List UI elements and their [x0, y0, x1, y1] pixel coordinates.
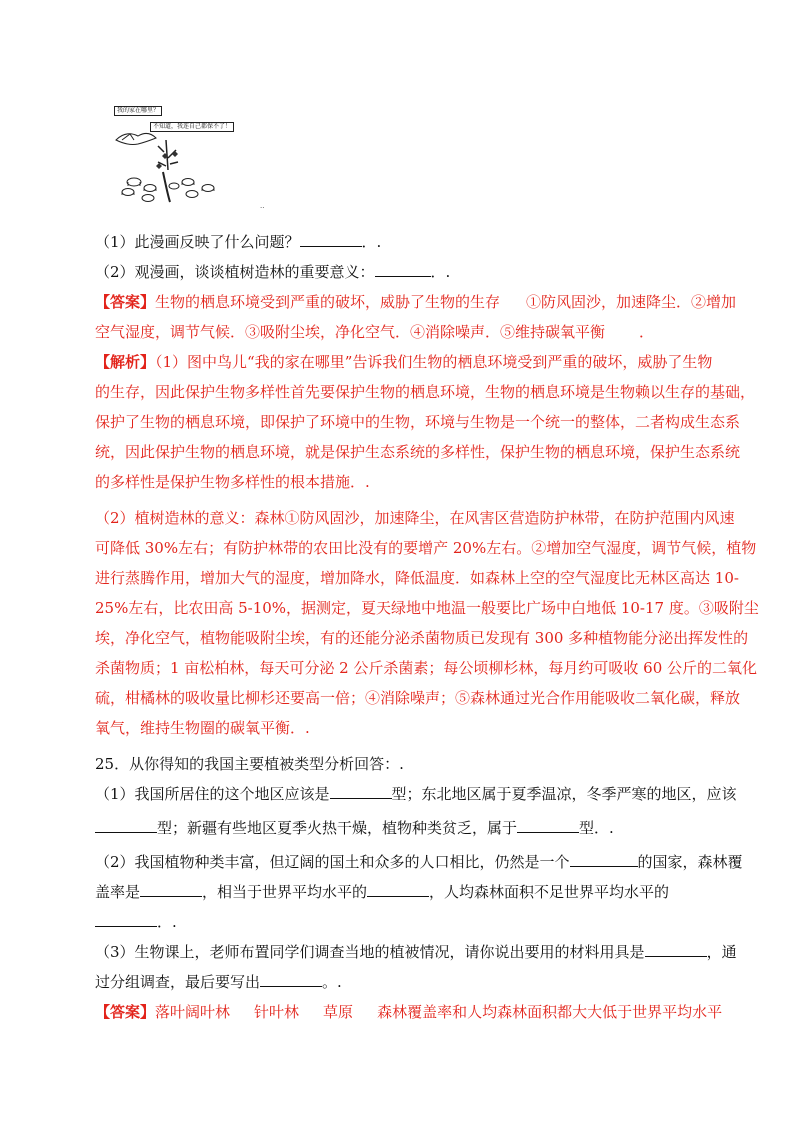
question-text: ，通 [706, 943, 737, 961]
answer-item: 针叶林 [254, 1003, 300, 1021]
answer-blank [645, 942, 707, 957]
analysis-line: 杀菌物质；1 亩松柏林，每天可分泌 2 公斤杀菌素；每公顷柳杉林，每月约可吸收 60 公斤的二氧化 [95, 659, 758, 677]
question-text: ，人均森林面积不足世界平均水平的 [429, 883, 670, 901]
answer-blank [570, 852, 638, 867]
question-25-part-2-end [95, 912, 177, 932]
answer-blank [300, 232, 362, 247]
analysis-line: 硫，柑橘林的吸收量比柳杉还要高一倍；④消除噪声；⑤森林通过光合作用能吸收二氧化碳，释放 [95, 689, 741, 707]
answer-line-1 [95, 292, 736, 312]
answer-tag: 【答案】 [95, 1003, 156, 1021]
speech-bubble-tree: 不知道，我连自己都保不了！ [150, 122, 234, 132]
answer-item: 草原 [323, 1003, 354, 1021]
analysis-line [95, 352, 712, 372]
question-text: （3）生物课上，老师布置同学们调查当地的植被情况，请你说出要用的材料用具是 [95, 943, 645, 961]
question-text: 的国家，森林覆 [637, 853, 743, 871]
answer-text: 生物的栖息环境受到严重的破坏，威胁了生物的生存 [155, 293, 501, 311]
answer-text: ①防风固沙，加速降尘．②增加 [526, 293, 737, 311]
question-25-part-3 [95, 942, 737, 962]
question-text: 型；东北地区属于夏季温凉，冬季严寒的地区，应该 [391, 785, 737, 803]
answer-blank [95, 818, 157, 833]
answer-blank [367, 882, 429, 897]
answer-tag: 【答案】 [95, 293, 156, 311]
answer-item: 森林覆盖率和人均森林面积都大大低于世界平均水平 [377, 1003, 723, 1021]
analysis-line: 进行蒸腾作用，增加大气的湿度，增加降水，降低温度．如森林上空的空气湿度比无林区高达 10- [95, 569, 739, 587]
answer-blank [330, 784, 392, 799]
question-text: （2）我国植物种类丰富，但辽阔的国土和众多的人口相比，仍然是一个 [95, 853, 570, 871]
question-1-tail: ．. [361, 233, 382, 251]
question-text: ，相当于世界平均水平的 [202, 883, 368, 901]
analysis-text: （1）图中鸟儿“我的家在哪里”告诉我们生物的栖息环境受到严重的破坏，威胁了生物 [155, 353, 713, 371]
answer-text: ． [639, 323, 655, 341]
analysis-line: 可降低 30%左右；有防护林带的农田比没有的要增产 20%左右。②增加空气湿度，调节气候，植物 [95, 539, 757, 557]
question-25-part-2-cont [95, 882, 669, 902]
question-text: 。. [322, 973, 342, 991]
answer-blank [95, 912, 157, 927]
answer-blank [260, 972, 322, 987]
question-25-part-1-cont [95, 818, 614, 838]
question-1-text: （1）此漫画反映了什么问题？ [95, 233, 300, 251]
question-25-part-2 [95, 852, 743, 872]
analysis-line: 氧气，维持生物圈的碳氧平衡．. [95, 719, 310, 737]
question-2 [95, 262, 450, 282]
analysis-line: （2）植树造林的意义：森林①防风固沙，加速降尘，在风害区营造防护林带，在防护范围内风速 [95, 509, 735, 527]
analysis-line: 统，因此保护生物的栖息环境，就是保护生态系统的多样性，保护生物的栖息环境，保护生态系统 [95, 443, 741, 461]
answer-item: 落叶阔叶林 [155, 1003, 231, 1021]
analysis-line: 保护了生物的栖息环境，即保护了环境中的生物，环境与生物是一个统一的整体，二者构成生态系 [95, 413, 741, 431]
question-text: ．. [157, 913, 177, 931]
question-text: 过分组调查，最后要写出 [95, 973, 261, 991]
question-text: 盖率是 [95, 883, 141, 901]
cartoon-illustration [108, 100, 258, 204]
analysis-tag: 【解析】 [95, 353, 156, 371]
analysis-line: 的生存，因此保护生物多样性首先要保护生物的栖息环境，生物的栖息环境是生物赖以生存的基础， [95, 383, 756, 401]
answer-line-2 [95, 322, 654, 342]
question-25-part-1 [95, 784, 737, 804]
analysis-line: 埃，净化空气，植物能吸附尘埃，有的还能分泌杀菌物质已发现有 300 多种植物能分泌出挥发性的 [95, 629, 749, 647]
question-text: 型．. [579, 819, 614, 837]
answer-blank [517, 818, 579, 833]
question-1 [95, 232, 381, 252]
question-text: （1）我国所居住的这个地区应该是 [95, 785, 330, 803]
answer-blank [140, 882, 202, 897]
speech-bubble-bird: 我的家在哪里？ [114, 106, 162, 116]
question-text: 型；新疆有些地区夏季火热干燥，植物种类贫乏，属于 [157, 819, 518, 837]
decorative-mark: .. [260, 202, 265, 210]
question-25-answer [95, 1002, 722, 1022]
question-25-part-3-cont [95, 972, 342, 992]
question-2-text: （2）观漫画，谈谈植树造林的重要意义： [95, 263, 375, 281]
analysis-line: 25%左右，比农田高 5-10%，据测定，夏天绿地中地温一般要比广场中白地低 10-17 度。③吸附尘 [95, 599, 759, 617]
question-2-tail: ．. [430, 263, 451, 281]
answer-blank [375, 262, 431, 277]
question-25-title: 25．从你得知的我国主要植被类型分析回答：. [95, 755, 404, 773]
answer-text: 空气湿度，调节气候．③吸附尘埃，净化空气．④消除噪声．⑤维持碳氧平衡 [95, 323, 606, 341]
analysis-line: 的多样性是保护生物多样性的根本措施．. [95, 473, 370, 491]
